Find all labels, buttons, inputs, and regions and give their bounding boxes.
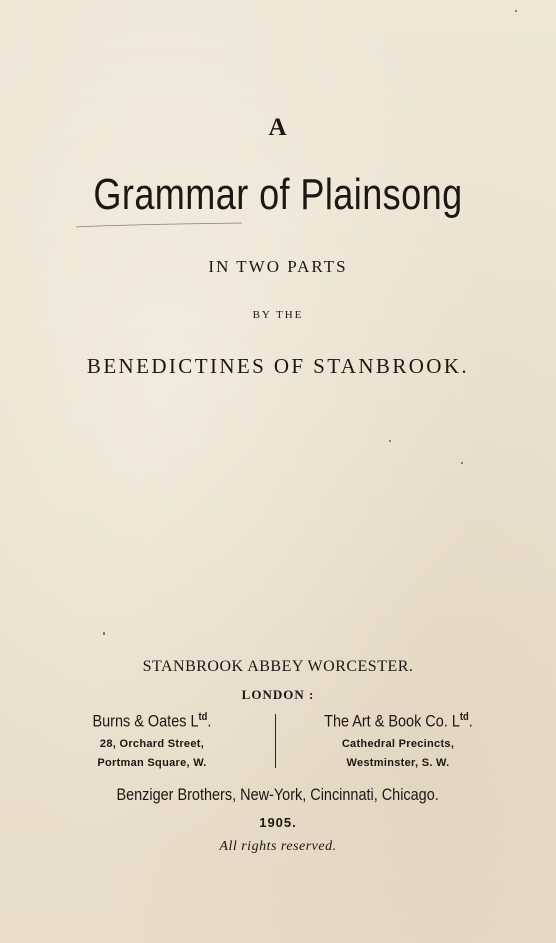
paper-speck	[389, 440, 391, 442]
pencil-underline	[74, 222, 244, 228]
publisher-right-address-2: Westminster, S. W.	[346, 756, 450, 769]
paper-speck	[461, 462, 463, 464]
publisher-left	[62, 711, 242, 769]
publisher-right	[300, 711, 496, 769]
publisher-left-name: Burns & Oates $L^{td}$.	[92, 711, 212, 731]
publisher-right-name: The Art & Book Co. $L^{td}$.	[323, 711, 473, 731]
author-line: BENEDICTINES OF STANBROOK.	[86, 354, 470, 378]
imprint-place: STANBROOK ABBEY WORCESTER.	[142, 658, 414, 675]
publisher-right-address-1: Cathedral Precincts,	[341, 737, 455, 750]
publisher-left-address-1: 28, Orchard Street,	[99, 737, 205, 750]
title-article: A	[268, 114, 288, 141]
paper-speck	[103, 632, 105, 635]
rights-notice: All rights reserved.	[219, 839, 337, 854]
parts-line: IN TWO PARTS	[208, 257, 348, 276]
by-the-line: BY THE	[252, 309, 304, 321]
publisher-divider	[275, 714, 276, 768]
publisher-left-address-2: Portman Square, W.	[97, 756, 207, 769]
distributor-line: Benziger Brothers, New-York, Cincinnati, Chicago.	[116, 785, 440, 804]
imprint-city: LONDON :	[241, 687, 315, 702]
book-title: Grammar of Plainsong	[93, 170, 463, 219]
paper-speck	[515, 10, 517, 12]
publication-year: 1905.	[259, 815, 297, 830]
